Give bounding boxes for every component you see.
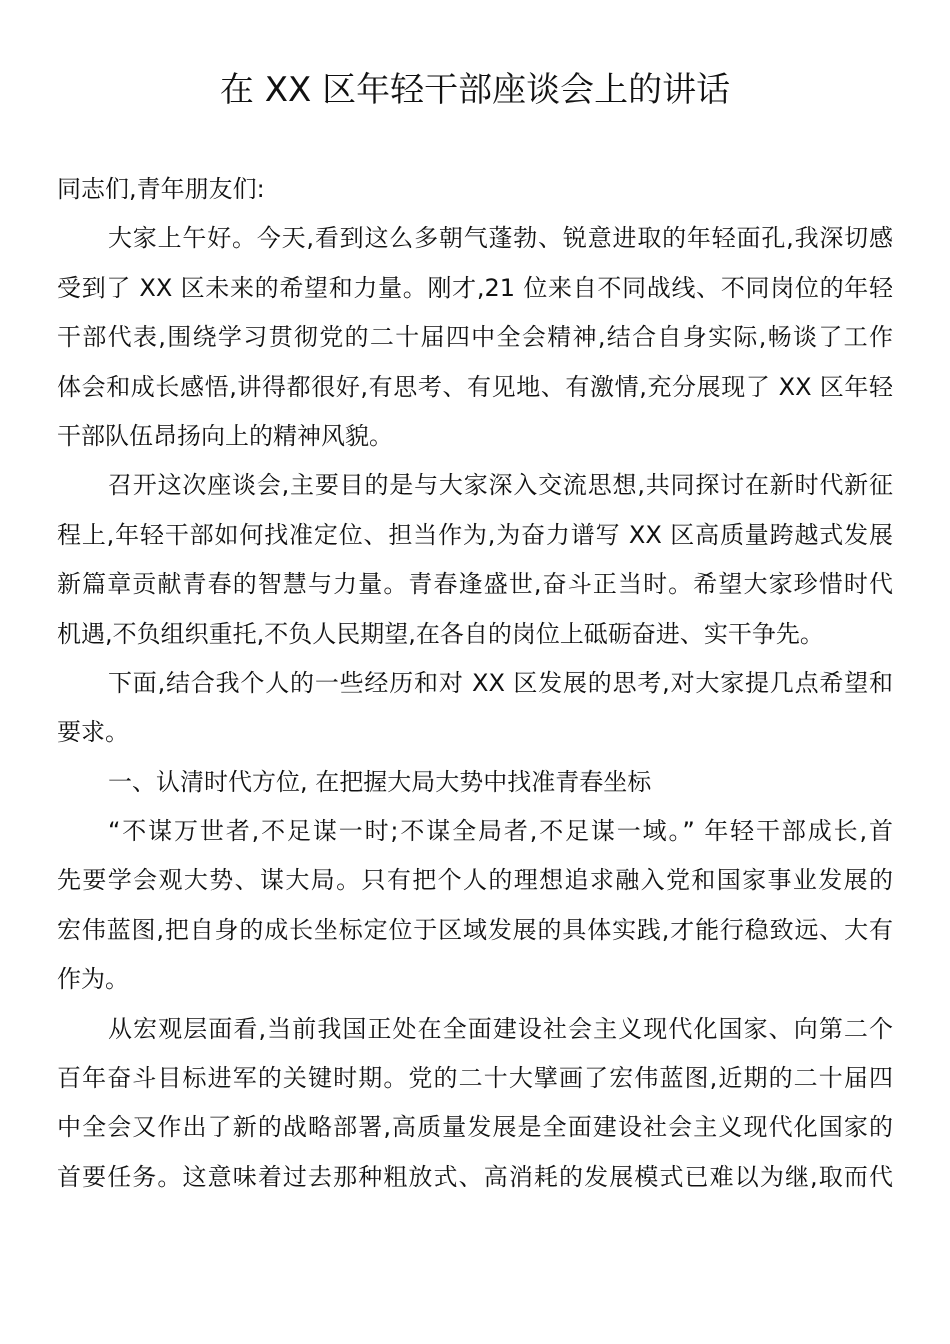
text-line: 下面,结合我个人的一些经历和对 XX 区发展的思考,对大家提几点希望和 <box>108 668 893 697</box>
text-line: 首要任务。这意味着过去那种粗放式、高消耗的发展模式已难以为继,取而代 <box>57 1162 893 1191</box>
paragraph <box>57 659 893 758</box>
paragraph <box>57 1005 893 1203</box>
text-line: 新篇章贡献青春的智慧与力量。青春逢盛世,奋斗正当时。希望大家珍惜时代 <box>57 570 893 599</box>
text-line: 干部代表,围绕学习贯彻党的二十届四中全会精神,结合自身实际,畅谈了工作 <box>57 323 893 352</box>
document-title: 在 XX 区年轻干部座谈会上的讲话 <box>219 70 731 110</box>
text-line: 要求。 <box>57 718 129 747</box>
document-body <box>57 165 893 1202</box>
text-line: 大家上午好。今天,看到这么多朝气蓬勃、锐意进取的年轻面孔,我深切感 <box>108 224 893 253</box>
text-line: 宏伟蓝图,把自身的成长坐标定位于区域发展的具体实践,才能行稳致远、大有 <box>57 915 893 944</box>
text-line: “不谋万世者,不足谋一时;不谋全局者,不足谋一域。” 年轻干部成长,首 <box>108 817 893 846</box>
text-line: 召开这次座谈会,主要目的是与大家深入交流思想,共同探讨在新时代新征 <box>108 471 893 500</box>
text-line: 先要学会观大势、谋大局。只有把个人的理想追求融入党和国家事业发展的 <box>57 866 893 895</box>
text-line: 作为。 <box>57 965 129 994</box>
text-line: 机遇,不负组织重托,不负人民期望,在各自的岗位上砥砺奋进、实干争先。 <box>57 619 824 648</box>
text-line: 百年奋斗目标进军的关键时期。党的二十大擘画了宏伟蓝图,近期的二十届四 <box>57 1064 893 1093</box>
salutation: 同志们,青年朋友们: <box>57 175 265 203</box>
text-line: 受到了 XX 区未来的希望和力量。刚才,21 位来自不同战线、不同岗位的年轻 <box>57 273 893 302</box>
text-line: 程上,年轻干部如何找准定位、担当作为,为奋力谱写 XX 区高质量跨越式发展 <box>57 520 893 549</box>
paragraph <box>57 807 893 1005</box>
paragraph <box>57 461 893 659</box>
paragraph <box>57 214 893 461</box>
text-line: 干部队伍昂扬向上的精神风貌。 <box>57 421 393 450</box>
text-line: 从宏观层面看,当前我国正处在全面建设社会主义现代化国家、向第二个 <box>108 1014 893 1043</box>
text-line: 中全会又作出了新的战略部署,高质量发展是全面建设社会主义现代化国家的 <box>57 1113 893 1142</box>
text-line: 体会和成长感悟,讲得都很好,有思考、有见地、有激情,充分展现了 XX 区年轻 <box>57 372 893 401</box>
section-heading: 一、认清时代方位, 在把握大局大势中找准青春坐标 <box>108 767 652 796</box>
